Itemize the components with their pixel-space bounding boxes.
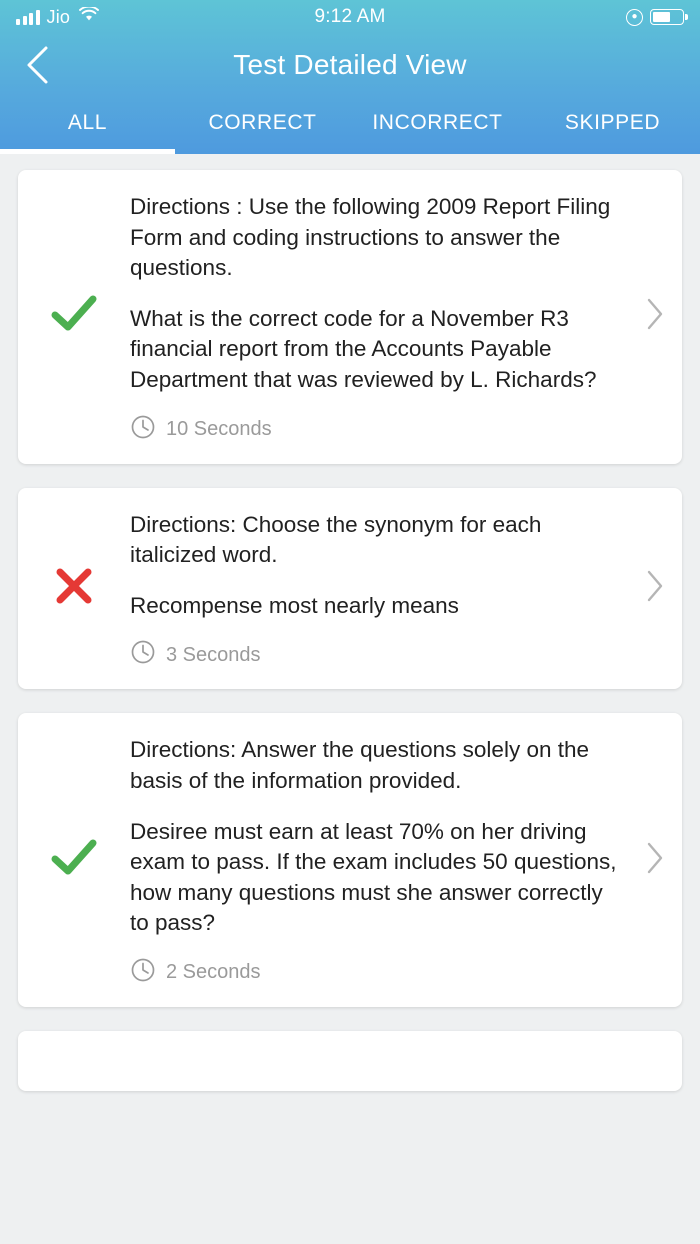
time-label: 10 Seconds (166, 418, 272, 441)
question-text: Recompense most nearly means (130, 592, 459, 618)
directions-text: Directions: Answer the questions solely on the basis of the information provided. (130, 737, 589, 793)
question-content (130, 170, 628, 464)
status-bar-time: 9:12 AM (314, 6, 386, 27)
battery-icon (650, 9, 684, 25)
time-taken (130, 957, 618, 989)
question-card[interactable] (18, 1031, 682, 1091)
status-indicator (18, 713, 130, 1007)
question-content (130, 488, 628, 690)
navigation-bar (0, 34, 700, 96)
question-text: What is the correct code for a November R3 financial report from the Accounts Payable Department that was reviewed by L. Richards? (130, 305, 597, 392)
status-indicator (18, 170, 130, 464)
chevron-right-icon (645, 297, 665, 336)
question-card[interactable] (18, 713, 682, 1007)
time-taken (130, 639, 618, 671)
tab-all[interactable]: ALL (0, 96, 175, 154)
tab-correct[interactable]: CORRECT (208, 111, 317, 134)
time-taken (130, 414, 618, 446)
chevron-left-icon (25, 44, 51, 86)
question-text: Desiree must earn at least 70% on her driving exam to pass. If the exam includes 50 questions, how many questions must she answer correctly to pass? (130, 818, 617, 936)
app-header (0, 0, 700, 154)
open-question-button[interactable] (628, 170, 682, 464)
filter-tabs (0, 96, 700, 154)
question-list[interactable] (0, 154, 700, 1244)
directions-text: Directions : Use the following 2009 Report Filing Form and coding instructions to answer the questions. (130, 194, 611, 281)
clock-icon (130, 957, 156, 989)
open-question-button[interactable] (628, 488, 682, 690)
chevron-right-icon (645, 841, 665, 880)
open-question-button[interactable] (628, 713, 682, 1007)
carrier-label: Jio (46, 6, 71, 27)
time-label: 3 Seconds (166, 643, 261, 666)
check-icon (51, 838, 97, 883)
question-card[interactable] (18, 170, 682, 464)
status-bar-right (626, 9, 684, 26)
chevron-right-icon (645, 569, 665, 608)
clock-icon (130, 639, 156, 671)
question-card[interactable] (18, 488, 682, 690)
page-title: Test Detailed View (233, 49, 467, 80)
check-icon (51, 294, 97, 339)
tab-skipped[interactable]: SKIPPED (564, 111, 661, 134)
back-button[interactable] (16, 43, 60, 87)
status-bar (0, 0, 700, 34)
question-content (130, 713, 628, 1007)
time-label: 2 Seconds (166, 961, 261, 984)
rotation-lock-icon: ● (626, 9, 643, 26)
tab-incorrect[interactable]: INCORRECT (372, 111, 503, 134)
clock-icon (130, 414, 156, 446)
directions-text: Directions: Choose the synonym for each italicized word. (130, 511, 542, 568)
cross-icon (54, 566, 94, 611)
status-indicator (18, 488, 130, 690)
